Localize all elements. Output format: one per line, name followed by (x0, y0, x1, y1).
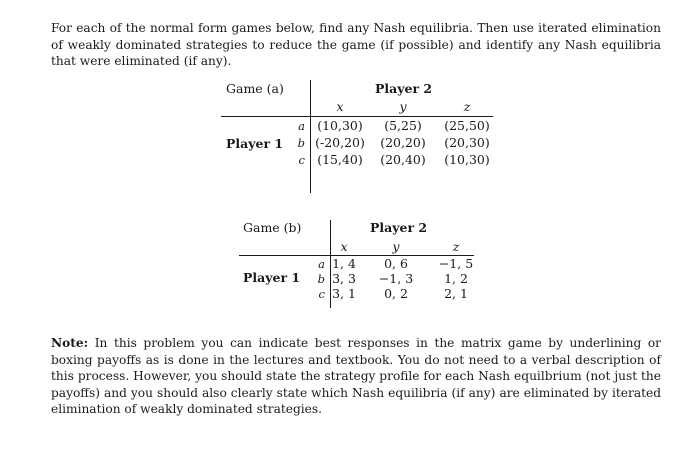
game-a-cell: (15,40) (317, 152, 363, 167)
game-b-cell: 2, 1 (444, 286, 468, 301)
game-b-cell: 3, 3 (332, 271, 356, 286)
game-b-col-y: y (392, 239, 400, 254)
game-b-cell: 1, 4 (332, 256, 356, 271)
game-a-cell: (-20,20) (315, 135, 365, 150)
game-b-title: Game (b) (243, 220, 302, 235)
game-a-row-b: b (297, 136, 305, 150)
game-a-col-y: y (399, 99, 407, 114)
game-b-cell: −1, 3 (378, 271, 414, 286)
game-b-cell: 1, 2 (444, 271, 468, 286)
game-b-col-z: z (452, 239, 460, 254)
game-a-cell: (10,30) (444, 152, 490, 167)
game-a-cell: (20,40) (380, 152, 426, 167)
instructions-paragraph: For each of the normal form games below, find any Nash equilibria. Then use iterated elimination of weakly dominated strategies to reduce the game (if possible) and identify any Nash equilibria that were eliminated (if any). (51, 21, 661, 68)
note-text: In this problem you can indicate best responses in the matrix game by underlining or boxing payoffs as is done in the lectures and textbook. You do not need to a verbal description of this process. However, you should state the strategy profile for each Nash equilbrium (not just the payoffs) and you should also clearly state which Nash equilibria (if any) are eliminated by iterated elimination of weakly dominated strategies. (51, 336, 661, 416)
game-b-row-b: b (317, 272, 325, 286)
game-b-cell: 0, 2 (384, 286, 408, 301)
game-a-player1-label: Player 1 (226, 136, 284, 151)
game-b-cell: 0, 6 (384, 256, 408, 271)
game-a-row-a: a (298, 119, 305, 133)
game-a-cell: (20,20) (380, 135, 426, 150)
note-paragraph (51, 335, 661, 418)
game-b-col-x: x (340, 239, 348, 254)
game-b-player2-label: Player 2 (370, 220, 428, 235)
game-a-col-z: z (463, 99, 471, 114)
game-b-cell: 3, 1 (332, 286, 356, 301)
game-a-cell: (5,25) (384, 118, 422, 133)
game-a-col-x: x (336, 99, 344, 114)
game-a-cell: (25,50) (444, 118, 490, 133)
game-a-player2-label: Player 2 (375, 81, 433, 96)
game-b-row-a: a (318, 257, 325, 271)
game-a-cell: (20,30) (444, 135, 490, 150)
game-a-row-c: c (298, 153, 305, 167)
game-a-title: Game (a) (226, 81, 284, 96)
game-b-cell: −1, 5 (438, 256, 474, 271)
note-label: Note: (51, 336, 89, 350)
game-a-cell: (10,30) (317, 118, 363, 133)
game-b-row-c: c (318, 287, 325, 301)
game-b-player1-label: Player 1 (243, 270, 301, 285)
